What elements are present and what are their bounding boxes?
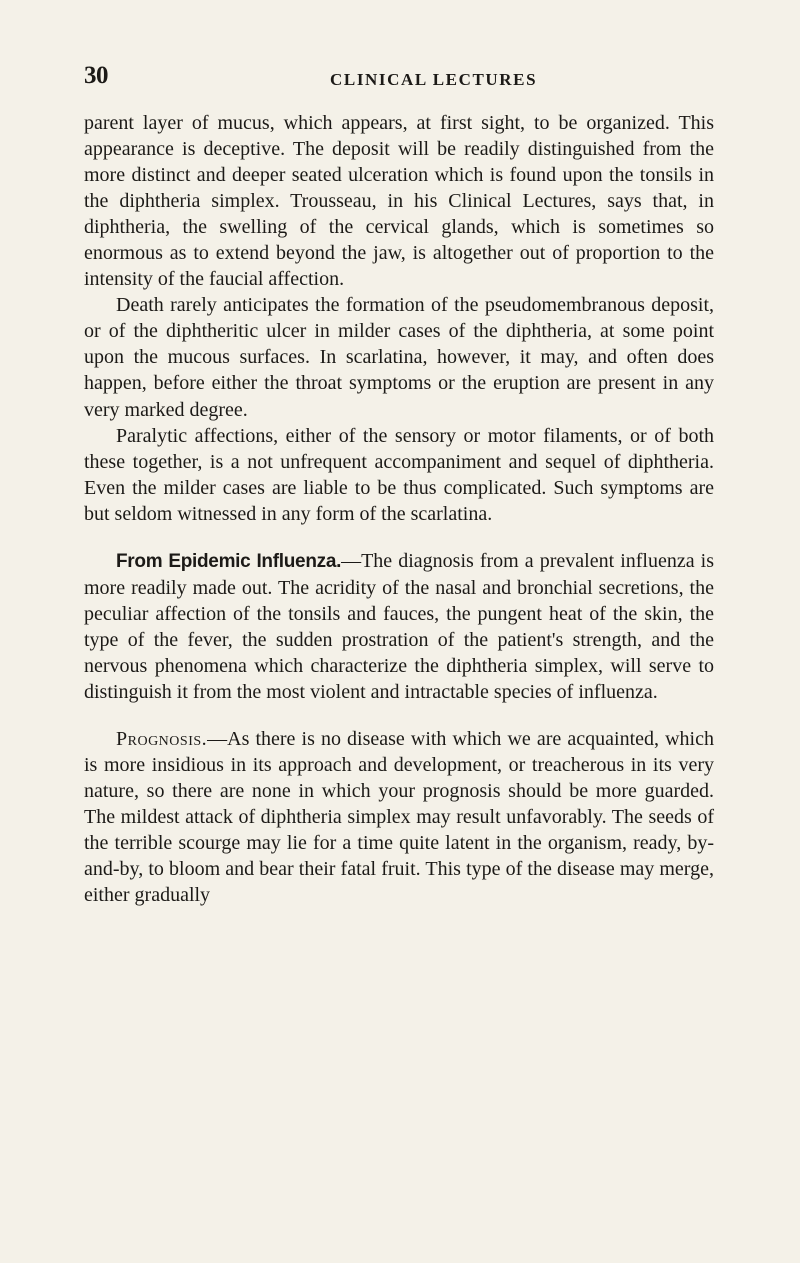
section-epidemic-influenza xyxy=(84,548,714,705)
paragraph-death-rarely: Death rarely anticipates the formation of the pseudomembranous deposit, or of the diphtheritic ulcer in milder cases of the diphtheria, at some point upon the mucous surfaces. In scarlatina, however, it may, and often does happen, before either the throat symptoms or the eruption are present in any very marked degree. xyxy=(84,294,714,421)
running-title: CLINICAL LECTURES xyxy=(330,70,538,89)
section-heading-prognosis: Prognosis. xyxy=(116,728,208,751)
running-head xyxy=(84,62,714,94)
body-text xyxy=(84,110,714,908)
paragraph-continuation: parent layer of mucus, which appears, at first sight, to be organized. This appearance is deceptive. The deposit will be readily distinguished from the more distinct and deeper seated ulceration which is found upon the tonsils in the diphtheria simplex. Trousseau, in his Clinical Lectures, says that, in diphtheria, the swelling of the cervical glands, which is sometimes so enormous as to extend beyond the jaw, is altogether out of proportion to the intensity of the faucial affection. xyxy=(84,112,714,291)
page-number: 30 xyxy=(84,62,108,89)
paragraph-influenza-text: —The diagnosis from a prevalent influenza is more readily made out. The acridity of the nasal and bronchial secretions, the peculiar affection of the tonsils and fauces, the pungent heat of the skin, the type of the fever, the sudden prostration of the patient's strength, and the nervous phenomena which characterize the diphtheria simplex, will serve to distinguish it from the most violent and intractable species of influenza. xyxy=(84,549,714,703)
paragraph-prognosis-text: —As there is no disease with which we are acquainted, which is more insidious in its approach and development, or treacherous in its very nature, so there are none in which your prognosis should be more guarded. The mildest attack of diphtheria simplex may result unfavorably. The seeds of the terrible scourge may lie for a time quite latent in the organism, ready, by-and-by, to bloom and bear their fatal fruit. This type of the disease may merge, either gradually xyxy=(84,728,714,907)
paragraph-paralytic-affections: Paralytic affections, either of the sensory or motor filaments, or of both these together, is a not unfrequent accompaniment and sequel of diphtheria. Even the milder cases are liable to be thus complicated. Such symptoms are but seldom witnessed in any form of the scarlatina. xyxy=(84,424,714,525)
section-prognosis xyxy=(84,726,714,908)
section-heading-influenza: From Epidemic Influenza. xyxy=(116,550,342,572)
